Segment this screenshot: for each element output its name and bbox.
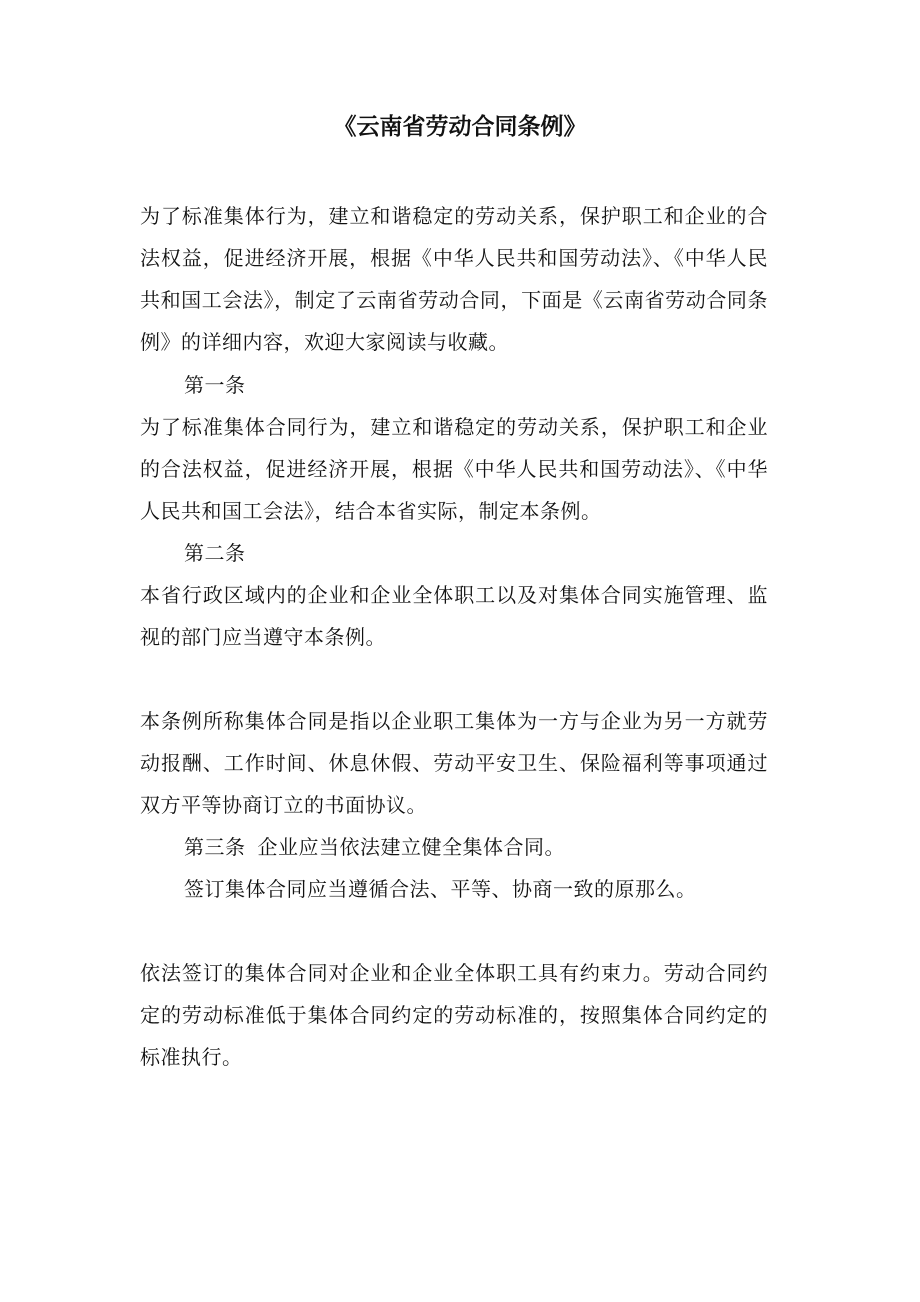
- article-2-paragraph: 本省行政区域内的企业和企业全体职工以及对集体合同实施管理、监视的部门应当遵守本条例。: [140, 583, 768, 649]
- article-3-binding-paragraph: 依法签订的集体合同对企业和企业全体职工具有约束力。劳动合同约定的劳动标准低于集体合同约定的劳动标准的，按照集体合同约定的标准执行。: [140, 961, 768, 1069]
- document-title: 《云南省劳动合同条例》: [333, 113, 587, 140]
- intro-paragraph: 为了标准集体行为，建立和谐稳定的劳动关系，保护职工和企业的合法权益，促进经济开展，根据《中华人民共和国劳动法》、《中华人民共和国工会法》，制定了云南省劳动合同，下面是《云南省劳动合同条例》的详细内容，欢迎大家阅读与收藏。: [140, 204, 768, 354]
- article-3-text: 企业应当依法建立健全集体合同。: [257, 835, 565, 859]
- article-3-principle-line: 签订集体合同应当遵循合法、平等、协商一致的原那么。: [184, 877, 697, 901]
- article-1-heading: 第一条: [184, 373, 246, 397]
- article-3-heading: 第三条: [184, 835, 246, 859]
- article-2-definition-paragraph: 本条例所称集体合同是指以企业职工集体为一方与企业为另一方就劳动报酬、工作时间、休息休假、劳动平安卫生、保险福利等事项通过双方平等协商订立的书面协议。: [140, 709, 768, 817]
- article-1-paragraph: 为了标准集体合同行为，建立和谐稳定的劳动关系，保护职工和企业的合法权益，促进经济开展，根据《中华人民共和国劳动法》、《中华人民共和国工会法》，结合本省实际，制定本条例。: [140, 415, 768, 523]
- article-3-line: [184, 826, 565, 868]
- article-2-heading: 第二条: [184, 541, 246, 565]
